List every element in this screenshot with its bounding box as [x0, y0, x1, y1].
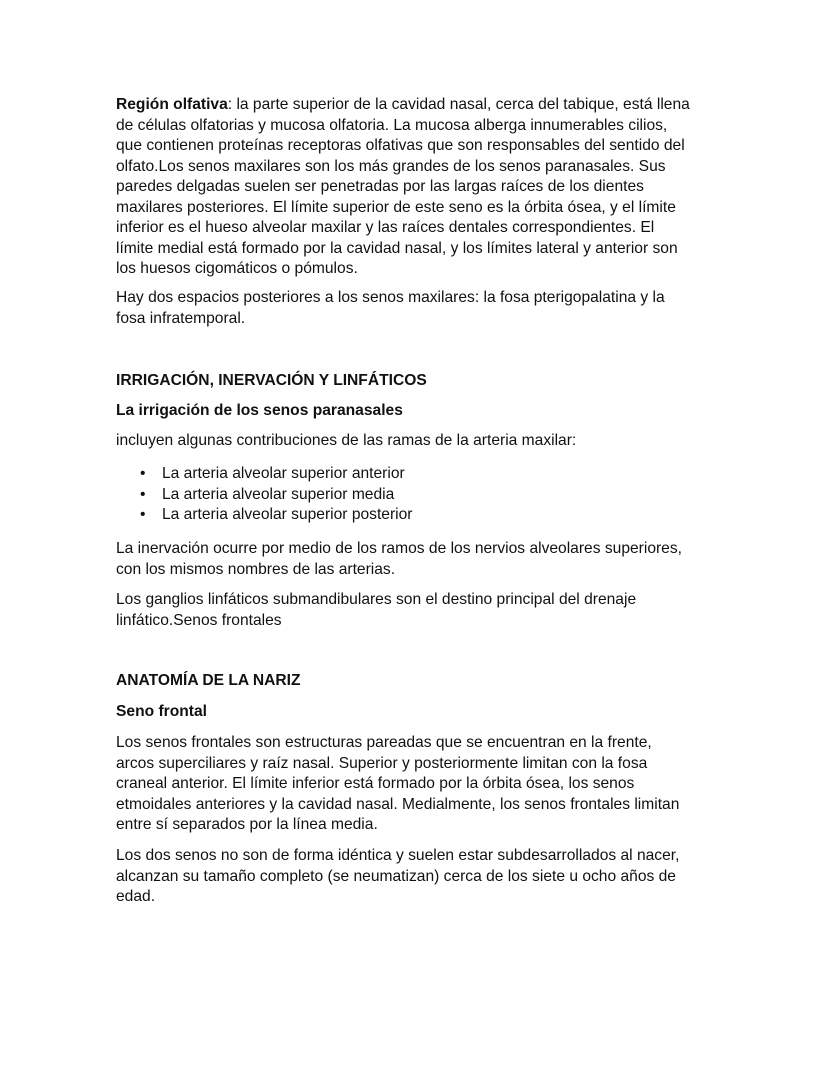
intro-text: incluyen algunas contribuciones de las ramas de la arteria maxilar: [116, 432, 577, 449]
subheading-irrigacion: La irrigación de los senos paranasales [116, 402, 403, 419]
paragraph-senos-frontales: Los senos frontales son estructuras pareadas que se encuentran en la frente, arcos superciliares y raíz nasal. Superior y posteriormente limitan con la fosa craneal anterior. El límite inferior está formado por la órbita ósea, los senos etmoidales anteriores y la cavidad nasal. Medialmente, los senos frontales limitan entre sí separados por la línea media. [116, 734, 680, 833]
bullet-icon: • [140, 506, 146, 523]
paragraph-espacios-posteriores: Hay dos espacios posteriores a los senos maxilares: la fosa pterigopalatina y la fosa infratemporal. [116, 289, 665, 327]
term-region-olfativa: Región olfativa [116, 96, 228, 113]
bullet-list [116, 464, 756, 526]
subheading-seno-frontal: Seno frontal [116, 703, 207, 720]
bullet-icon: • [140, 465, 146, 482]
list-item: • La arteria alveolar superior posterior [116, 505, 756, 526]
section-heading-anatomia: ANATOMÍA DE LA NARIZ [116, 672, 301, 689]
bullet-icon: • [140, 485, 146, 503]
paragraph-desarrollo: Los dos senos no son de forma idéntica y suelen estar subdesarrollados al nacer, alcanzan su tamaño completo (se neumatizan) cerca de los siete u ocho años de edad. [116, 847, 680, 905]
list-item: • La arteria alveolar superior anterior [116, 464, 756, 485]
paragraph-region-olfativa: Región olfativa: la parte superior de la cavidad nasal, cerca del tabique, está llena de células olfatorias y mucosa olfatoria. La mucosa alberga innumerables cilios, que contienen proteínas receptoras olfativas que son responsables del sentido del olfato.Los senos maxilares son los más grandes de los senos paranasales. Sus paredes delgadas suelen ser penetradas por las largas raíces de los dientes maxilares posteriores. El límite superior de este seno es la órbita ósea, y el límite inferior es el hueso alveolar maxilar y las raíces dentales correspondientes. El límite medial está formado por la cavidad nasal, y los límites lateral y anterior son los huesos cigomáticos o pómulos. [116, 96, 690, 277]
section-heading-irrigacion: IRRIGACIÓN, INERVACIÓN Y LINFÁTICOS [116, 372, 427, 389]
paragraph-inervacion: La inervación ocurre por medio de los ramos de los nervios alveolares superiores, con los mismos nombres de las arterias. [116, 540, 682, 578]
list-item: • La arteria alveolar superior media [116, 485, 756, 506]
paragraph-ganglios: Los ganglios linfáticos submandibulares son el destino principal del drenaje linfático.Senos frontales [116, 591, 637, 629]
